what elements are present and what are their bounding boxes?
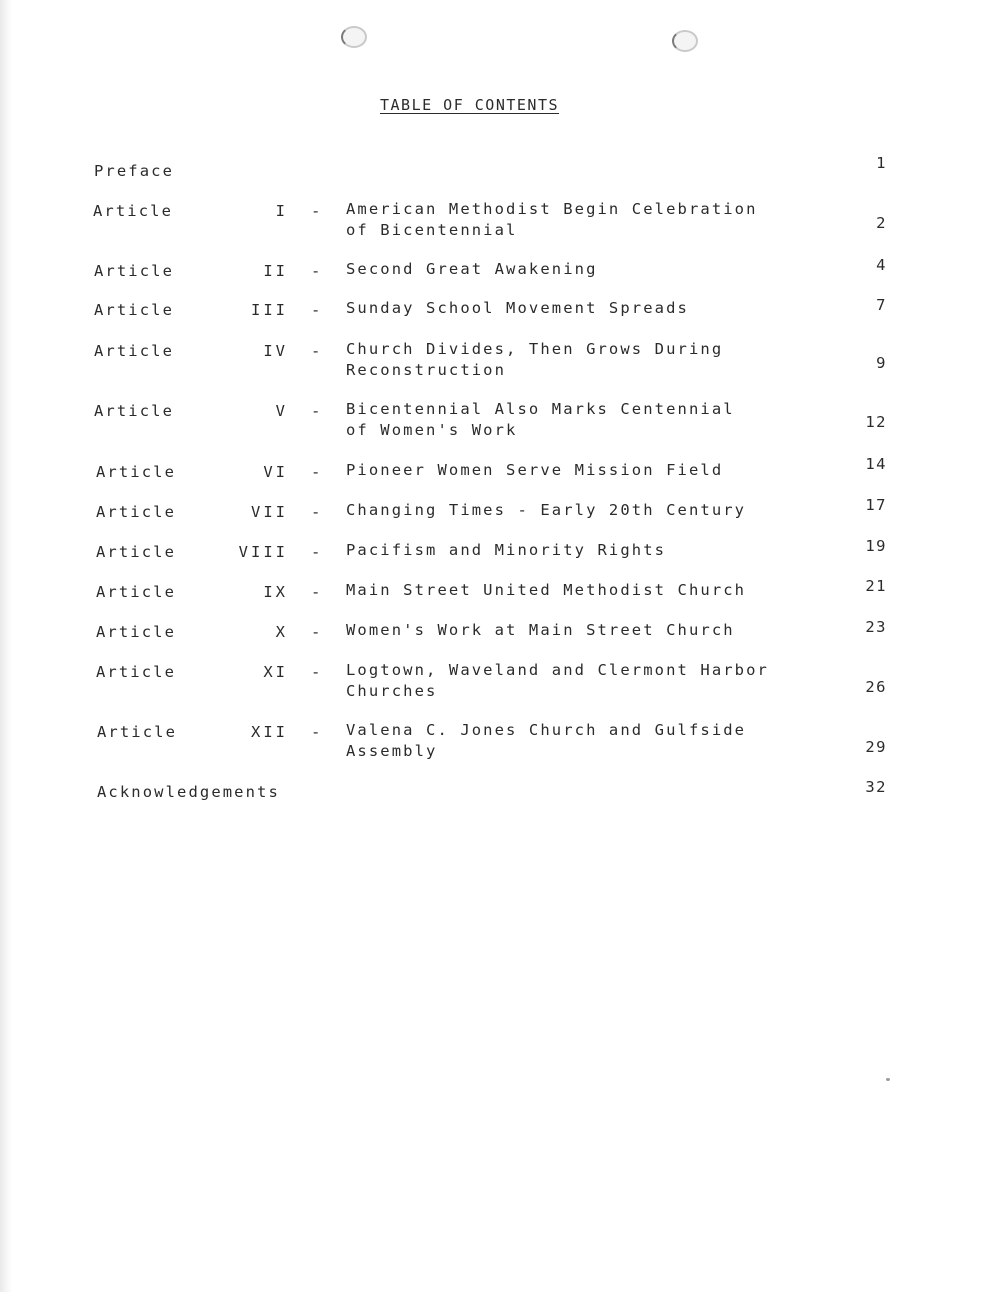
- entry-roman-numeral: X: [275, 623, 288, 641]
- entry-title-line: Reconstruction: [346, 361, 507, 379]
- entry-dash: -: [311, 503, 323, 521]
- entry-page-number: 9: [876, 354, 887, 372]
- entry-title: [346, 339, 816, 381]
- entry-dash: -: [311, 623, 323, 641]
- entry-page-number: 19: [865, 537, 887, 555]
- entry-label: Article: [94, 262, 175, 280]
- entry-page-number: 14: [865, 455, 887, 473]
- punch-hole-left: [341, 26, 367, 48]
- entry-title-line: Valena C. Jones Church and Gulfside: [346, 721, 747, 739]
- entry-title-line: Women's Work at Main Street Church: [346, 621, 735, 639]
- entry-roman-numeral: XII: [251, 723, 288, 741]
- entry-title-line: Churches: [346, 682, 438, 700]
- entry-page-number: 23: [865, 618, 887, 636]
- entry-title: [346, 298, 816, 319]
- entry-page-number: 1: [876, 154, 887, 172]
- entry-label: Preface: [94, 162, 175, 180]
- entry-title-line: Sunday School Movement Spreads: [346, 299, 689, 317]
- entry-page-number: 21: [865, 577, 887, 595]
- entry-page-number: 4: [876, 256, 887, 274]
- entry-dash: -: [311, 402, 323, 420]
- entry-dash: -: [311, 543, 323, 561]
- entry-title: [346, 540, 816, 561]
- entry-title: [346, 259, 816, 280]
- entry-roman-numeral: V: [275, 402, 288, 420]
- entry-dash: -: [311, 301, 323, 319]
- entry-page-number: 2: [876, 214, 887, 232]
- entry-title-line: Main Street United Methodist Church: [346, 581, 747, 599]
- entry-title-line: Church Divides, Then Grows During: [346, 340, 724, 358]
- entry-roman-numeral: IV: [263, 342, 288, 360]
- entry-dash: -: [311, 342, 323, 360]
- entry-roman-numeral: I: [275, 202, 288, 220]
- entry-label: Article: [96, 663, 177, 681]
- entry-page-number: 17: [865, 496, 887, 514]
- entry-title: [346, 720, 816, 762]
- entry-dash: -: [311, 202, 323, 220]
- entry-title: [346, 500, 816, 521]
- entry-title-line: Pioneer Women Serve Mission Field: [346, 461, 724, 479]
- entry-title: [346, 199, 816, 241]
- entry-roman-numeral: III: [251, 301, 288, 319]
- entry-title-line: of Women's Work: [346, 421, 518, 439]
- entry-page-number: 7: [876, 296, 887, 314]
- entry-dash: -: [311, 723, 323, 741]
- entry-title: [346, 460, 816, 481]
- entry-roman-numeral: VI: [263, 463, 288, 481]
- entry-roman-numeral: IX: [263, 583, 288, 601]
- entry-title-line: of Bicentennial: [346, 221, 518, 239]
- page-title: TABLE OF CONTENTS: [380, 96, 560, 114]
- entry-label: Article: [97, 723, 178, 741]
- entry-page-number: 26: [865, 678, 887, 696]
- punch-hole-right: [672, 30, 698, 52]
- entry-title: [346, 580, 816, 601]
- entry-label: Article: [96, 543, 177, 561]
- entry-title-line: Pacifism and Minority Rights: [346, 541, 667, 559]
- entry-title-line: Logtown, Waveland and Clermont Harbor: [346, 661, 769, 679]
- entry-label: Article: [94, 402, 175, 420]
- entry-title-line: Assembly: [346, 742, 438, 760]
- entry-roman-numeral: VII: [251, 503, 288, 521]
- entry-roman-numeral: VIII: [238, 543, 288, 561]
- entry-roman-numeral: XI: [263, 663, 288, 681]
- entry-roman-numeral: II: [263, 262, 288, 280]
- entry-title-line: Changing Times - Early 20th Century: [346, 501, 747, 519]
- entry-label: Article: [94, 342, 175, 360]
- entry-label: Acknowledgements: [97, 783, 280, 801]
- entry-label: Article: [94, 301, 175, 319]
- entry-page-number: 29: [865, 738, 887, 756]
- entry-dash: -: [311, 583, 323, 601]
- entry-page-number: 32: [865, 778, 887, 796]
- entry-title-line: Second Great Awakening: [346, 260, 598, 278]
- entry-title-line: Bicentennial Also Marks Centennial: [346, 400, 735, 418]
- entry-title-line: American Methodist Begin Celebration: [346, 200, 758, 218]
- entry-title: [346, 399, 816, 441]
- entry-dash: -: [311, 463, 323, 481]
- entry-label: Article: [96, 583, 177, 601]
- page-edge-shadow: [0, 0, 12, 1292]
- entry-title: [346, 620, 816, 641]
- entry-dash: -: [311, 262, 323, 280]
- entry-title: [346, 660, 816, 702]
- entry-page-number: 12: [865, 413, 887, 431]
- entry-label: Article: [93, 202, 174, 220]
- entry-dash: -: [311, 663, 323, 681]
- paper-speck: [886, 1078, 890, 1081]
- entry-label: Article: [96, 463, 177, 481]
- entry-label: Article: [96, 623, 177, 641]
- entry-label: Article: [96, 503, 177, 521]
